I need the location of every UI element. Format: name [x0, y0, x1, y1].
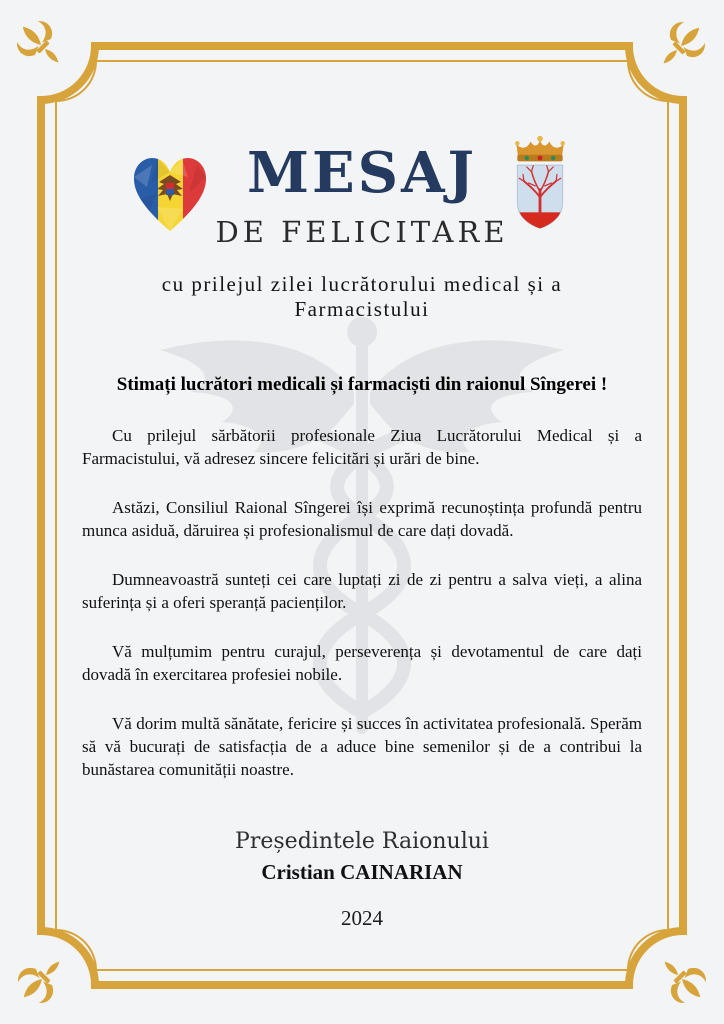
page-subtitle: DE FELICITARE	[215, 215, 509, 249]
occasion-text	[0, 272, 724, 322]
year: 2024	[341, 906, 383, 930]
page-title: MESAJ	[246, 140, 478, 206]
paragraph: Vă mulțumim pentru curajul, perseverența și devotamentul de care dați dovadă în exercitarea profesiei nobile.	[82, 642, 642, 684]
paragraph: Dumneavoastră sunteți cei care luptați zi de zi pentru a salva vieți, a alina suferința și a oferi speranță pacienților.	[82, 570, 642, 612]
paragraph: Astăzi, Consiliul Raional Sîngerei își exprimă recunoștința profundă pentru munca asiduă, dăruirea și profesionalismul de care dați dovadă.	[82, 498, 642, 540]
occasion-line-2: Farmacistului	[294, 297, 430, 321]
paragraph: Cu prilejul sărbătorii profesionale Ziua Lucrătorului Medical și a Farmacistului, vă adresez sincere felicitări și urări de bine.	[82, 426, 642, 468]
occasion-line-1: cu prilejul zilei lucrătorului medical și a	[161, 272, 563, 296]
signature-block	[0, 830, 724, 884]
signature-title: Președintele Raionului	[235, 829, 489, 854]
paragraph: Vă dorim multă sănătate, fericire și succes în activitatea profesională. Sperăm să vă bucurați de satisfacția de a aduce bine semenilor și de a contribui la bunăstarea comunității noastre.	[82, 714, 642, 779]
salutation: Stimați lucrători medicali și farmaciști din raionul Sîngerei !	[116, 374, 608, 395]
message-body	[82, 424, 642, 807]
signature-name: Cristian CAINARIAN	[261, 860, 463, 884]
